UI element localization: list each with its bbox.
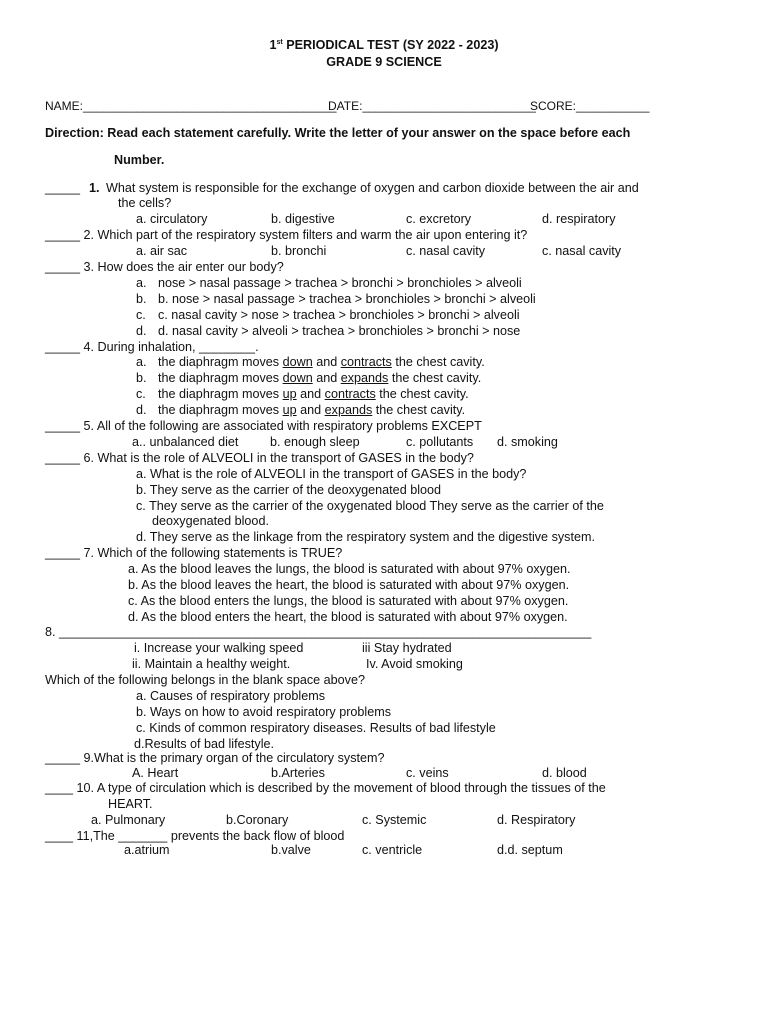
q8-choice-b: b. Ways on how to avoid respiratory problems <box>136 705 392 719</box>
q10-text-line-1: ____ 10. A type of circulation which is described by the movement of blood through the tissues of the <box>45 781 606 795</box>
q9-choice-c: c. veins <box>406 766 449 780</box>
q8-item-i: i. Increase your walking speed <box>134 641 304 655</box>
q7-text: _____ 7. Which of the following statements is TRUE? <box>45 546 343 560</box>
q4-letter-b: b. <box>136 371 147 385</box>
q4-letter-d: d. <box>136 403 147 417</box>
q4-choice-a: the diaphragm moves down and contracts the chest cavity. <box>158 355 485 369</box>
q1-choice-b: b. digestive <box>271 212 335 226</box>
q3-choice-d: d. nasal cavity > alveoli > trachea > bronchioles > bronchi > nose <box>158 324 521 338</box>
q6-text: _____ 6. What is the role of ALVEOLI in the transport of GASES in the body? <box>45 451 474 465</box>
q8-text: 8. ____________________________________________________________________________ <box>45 625 592 639</box>
q7-choice-d: d. As the blood enters the heart, the blood is saturated with about 97% oxygen. <box>128 610 568 624</box>
q9-text: _____ 9.What is the primary organ of the circulatory system? <box>45 751 385 765</box>
q3-text: _____ 3. How does the air enter our body? <box>45 260 284 274</box>
q6-choice-b: b. They serve as the carrier of the deoxygenated blood <box>136 483 442 497</box>
q10-choice-a: a. Pulmonary <box>91 813 166 827</box>
name-field: NAME:______________________________________ <box>45 99 337 113</box>
q1-number: 1. <box>89 181 100 195</box>
q2-choice-b: b. bronchi <box>271 244 327 258</box>
q4-choice-d: the diaphragm moves up and expands the chest cavity. <box>158 403 466 417</box>
q4-choice-b: the diaphragm moves down and expands the chest cavity. <box>158 371 482 385</box>
q4-text: _____ 4. During inhalation, ________. <box>45 340 259 354</box>
q7-choice-c: c. As the blood enters the lungs, the blood is saturated with about 97% oxygen. <box>128 594 569 608</box>
q4-letter-c: c. <box>136 387 146 401</box>
q4-letter-a: a. <box>136 355 147 369</box>
q8-choice-c: c. Kinds of common respiratory diseases. Results of bad lifestyle <box>136 721 496 735</box>
q8-item-iv: Iv. Avoid smoking <box>366 657 463 671</box>
page-title: 1st PERIODICAL TEST (SY 2022 - 2023) <box>269 38 499 52</box>
q10-choice-c: c. Systemic <box>362 813 427 827</box>
q3-letter-b: b. <box>136 292 147 306</box>
direction-line-2: Number. <box>114 153 165 167</box>
q5-choice-b: b. enough sleep <box>270 435 360 449</box>
q7-choice-b: b. As the blood leaves the heart, the blood is saturated with about 97% oxygen. <box>128 578 570 592</box>
score-field: SCORE:___________ <box>530 99 650 113</box>
q1-text-line-2: the cells? <box>118 196 172 210</box>
q1-choice-d: d. respiratory <box>542 212 616 226</box>
q8-choice-d: d.Results of bad lifestyle. <box>134 737 275 751</box>
q6-choice-c: c. They serve as the carrier of the oxygenated blood They serve as the carrier of the <box>136 499 604 513</box>
q2-choice-a: a. air sac <box>136 244 188 258</box>
q10-choice-d: d. Respiratory <box>497 813 576 827</box>
q4-choice-c: the diaphragm moves up and contracts the chest cavity. <box>158 387 469 401</box>
q2-choice-d: c. nasal cavity <box>542 244 622 258</box>
q6-choice-a: a. What is the role of ALVEOLI in the transport of GASES in the body? <box>136 467 527 481</box>
q10-text-line-2: HEART. <box>108 797 153 811</box>
q5-choice-a: a.. unbalanced diet <box>132 435 239 449</box>
q3-letter-c: c. <box>136 308 146 322</box>
q8-question: Which of the following belongs in the blank space above? <box>45 673 365 687</box>
q1-choice-a: a. circulatory <box>136 212 208 226</box>
q6-choice-d: d. They serve as the linkage from the respiratory system and the digestive system. <box>136 530 595 544</box>
q3-choice-b: b. nose > nasal passage > trachea > bronchioles > bronchi > alveoli <box>158 292 536 306</box>
q5-choice-d: d. smoking <box>497 435 558 449</box>
q8-choice-a: a. Causes of respiratory problems <box>136 689 325 703</box>
q11-choice-a: a.atrium <box>124 843 170 857</box>
q6-choice-c-cont: deoxygenated blood. <box>152 514 269 528</box>
q8-item-ii: ii. Maintain a healthy weight. <box>132 657 291 671</box>
q7-choice-a: a. As the blood leaves the lungs, the blood is saturated with about 97% oxygen. <box>128 562 571 576</box>
q1-choice-c: c. excretory <box>406 212 472 226</box>
q11-choice-b: b.valve <box>271 843 311 857</box>
q5-choice-c: c. pollutants <box>406 435 474 449</box>
q1-blank: _____ <box>45 181 81 195</box>
q11-choice-d: d.d. septum <box>497 843 563 857</box>
q1-text-line-1: What system is responsible for the exchange of oxygen and carbon dioxide between the air and <box>106 181 639 195</box>
page-subtitle: GRADE 9 SCIENCE <box>326 55 442 69</box>
direction-line-1: Direction: Read each statement carefully. Write the letter of your answer on the space before each <box>45 126 631 140</box>
q2-text: _____ 2. Which part of the respiratory system filters and warm the air upon entering it? <box>45 228 528 242</box>
q3-letter-a: a. <box>136 276 147 290</box>
q9-choice-b: b.Arteries <box>271 766 325 780</box>
q8-item-iii: iii Stay hydrated <box>362 641 452 655</box>
date-field: DATE:__________________________ <box>328 99 536 113</box>
q2-choice-c: c. nasal cavity <box>406 244 486 258</box>
q11-choice-c: c. ventricle <box>362 843 423 857</box>
q3-choice-a: nose > nasal passage > trachea > bronchi > bronchioles > alveoli <box>158 276 522 290</box>
q3-letter-d: d. <box>136 324 147 338</box>
q9-choice-a: A. Heart <box>132 766 179 780</box>
q3-choice-c: c. nasal cavity > nose > trachea > bronchioles > bronchi > alveoli <box>158 308 520 322</box>
q11-text: ____ 11,The _______ prevents the back flow of blood <box>45 829 345 843</box>
q5-text: _____ 5. All of the following are associated with respiratory problems EXCEPT <box>45 419 482 433</box>
q10-choice-b: b.Coronary <box>226 813 289 827</box>
q9-choice-d: d. blood <box>542 766 587 780</box>
